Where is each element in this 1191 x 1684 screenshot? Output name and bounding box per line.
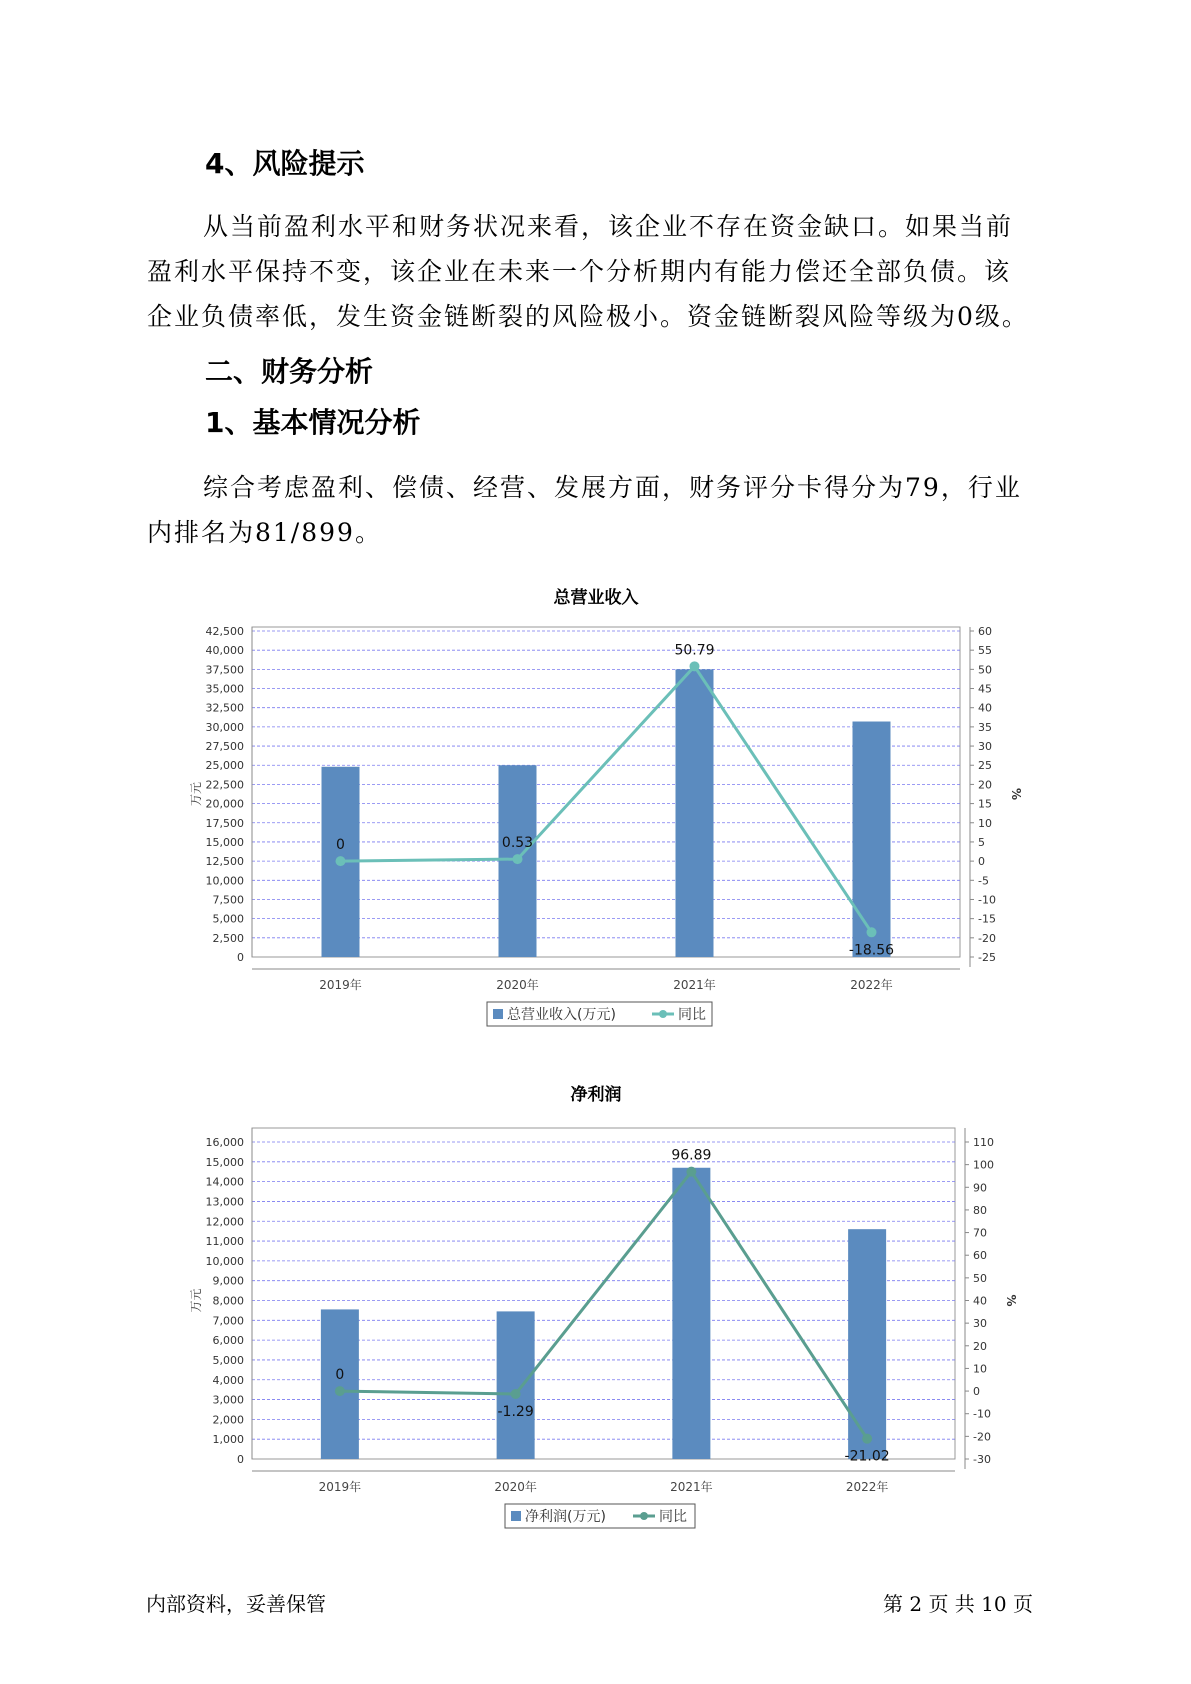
y2-tick-label: -10 <box>978 893 996 907</box>
y2-tick-label: 110 <box>973 1136 994 1149</box>
y-tick-label: 14,000 <box>205 1175 244 1189</box>
y-tick-label: 37,500 <box>205 663 244 677</box>
y2-tick-label: -10 <box>973 1407 991 1421</box>
data-label: 96.89 <box>671 1147 712 1164</box>
y2-tick-label: 50 <box>973 1271 987 1285</box>
x-tick-label: 2021年 <box>673 978 716 992</box>
y-tick-label: 30,000 <box>205 720 244 734</box>
bar <box>321 1309 359 1459</box>
revenue-chart <box>0 600 1191 1060</box>
x-tick-label: 2020年 <box>494 1480 537 1494</box>
x-tick-label: 2019年 <box>318 1480 362 1494</box>
y-tick-label: 13,000 <box>205 1195 244 1209</box>
basic-line-2: 内排名为81/899。 <box>147 518 382 547</box>
y2-axis-title: % <box>1009 787 1023 801</box>
basic-paragraph <box>147 465 1047 555</box>
basic-line-1: 综合考虑盈利、偿债、经营、发展方面，财务评分卡得分为79，行业 <box>203 473 1022 502</box>
bar <box>853 722 891 957</box>
y-tick-label: 12,000 <box>205 1215 244 1229</box>
footer-page-number: 第 2 页 共 10 页 <box>883 1592 1033 1616</box>
y2-tick-label: -20 <box>978 931 996 945</box>
y-tick-label: 0 <box>237 1453 244 1466</box>
bar <box>848 1229 886 1459</box>
y2-axis-title: % <box>1004 1294 1018 1307</box>
y-tick-label: 9,000 <box>212 1274 244 1288</box>
y-tick-label: 20,000 <box>205 797 244 811</box>
y2-tick-label: 5 <box>978 835 985 849</box>
x-tick-label: 2019年 <box>319 978 362 992</box>
y-tick-label: 25,000 <box>205 759 244 773</box>
bar <box>676 669 714 957</box>
data-label: 0 <box>336 837 345 854</box>
y-tick-label: 22,500 <box>205 778 244 792</box>
bar <box>672 1168 710 1459</box>
y-axis-title: 万元 <box>189 1288 203 1313</box>
y-tick-label: 2,500 <box>212 931 244 945</box>
y-tick-label: 12,500 <box>205 855 244 869</box>
y-tick-label: 2,000 <box>212 1413 244 1427</box>
data-label: -1.29 <box>497 1403 534 1420</box>
y2-tick-label: 50 <box>978 663 992 677</box>
legend-swatch-point <box>640 1512 648 1520</box>
x-tick-label: 2020年 <box>496 978 539 992</box>
data-label: -18.56 <box>848 942 895 959</box>
y2-tick-label: 55 <box>978 644 992 658</box>
data-label: -21.02 <box>844 1448 890 1465</box>
y2-tick-label: 45 <box>978 682 992 696</box>
y-tick-label: 1,000 <box>212 1433 244 1447</box>
y2-tick-label: 20 <box>978 778 992 792</box>
y-tick-label: 15,000 <box>205 1155 244 1169</box>
y2-tick-label: 30 <box>973 1317 987 1331</box>
yoy-point <box>513 854 523 864</box>
chart-title-revenue: 总营业收入 <box>553 588 639 608</box>
y2-tick-label: -20 <box>973 1430 991 1444</box>
y2-tick-label: 15 <box>978 797 992 811</box>
y-tick-label: 5,000 <box>212 912 244 926</box>
risk-paragraph <box>147 204 1047 339</box>
legend-swatch-bar <box>511 1511 521 1521</box>
y-tick-label: 7,000 <box>212 1314 244 1328</box>
footer-confidential: 内部资料，妥善保管 <box>146 1592 326 1616</box>
y-tick-label: 11,000 <box>205 1235 244 1249</box>
y2-tick-label: 20 <box>973 1339 987 1353</box>
y-tick-label: 15,000 <box>205 835 244 849</box>
y-axis-title: 万元 <box>189 781 203 807</box>
legend-label-bar: 总营业收入(万元) <box>507 1007 616 1023</box>
y2-tick-label: -15 <box>978 912 996 926</box>
section-heading-risk: 4、风险提示 <box>205 147 365 180</box>
legend-swatch-bar <box>493 1009 503 1019</box>
section-heading-basic: 1、基本情况分析 <box>205 406 421 439</box>
data-label: 50.79 <box>674 642 715 659</box>
y-tick-label: 6,000 <box>212 1334 244 1348</box>
legend-label-bar: 净利润(万元) <box>525 1509 606 1525</box>
yoy-point <box>511 1389 521 1399</box>
y-tick-label: 27,500 <box>205 740 244 754</box>
y2-tick-label: -30 <box>973 1453 991 1466</box>
y-tick-label: 17,500 <box>205 816 244 830</box>
y2-tick-label: 10 <box>978 816 992 830</box>
x-tick-label: 2022年 <box>850 978 893 992</box>
section-heading-financial: 二、财务分析 <box>205 355 374 388</box>
y2-tick-label: 40 <box>978 701 992 715</box>
x-tick-label: 2022年 <box>845 1480 889 1494</box>
y2-tick-label: 40 <box>973 1294 987 1308</box>
x-tick-label: 2021年 <box>670 1480 713 1494</box>
y2-tick-label: -5 <box>978 874 989 888</box>
legend-swatch-point <box>659 1010 667 1018</box>
data-label: 0.53 <box>501 835 534 852</box>
y-tick-label: 40,000 <box>205 644 244 658</box>
y-tick-label: 10,000 <box>205 874 244 888</box>
y2-tick-label: 25 <box>978 759 992 773</box>
y2-tick-label: 80 <box>973 1203 987 1217</box>
chart-title-net-profit: 净利润 <box>570 1085 622 1105</box>
y-tick-label: 42,500 <box>205 625 244 638</box>
risk-line-1: 从当前盈利水平和财务状况来看，该企业不存在资金缺口。如果当前 <box>203 212 1014 241</box>
y2-tick-label: 70 <box>973 1226 987 1240</box>
risk-line-3: 企业负债率低，发生资金链断裂的风险极小。资金链断裂风险等级为0级。 <box>147 302 1029 331</box>
y-tick-label: 10,000 <box>205 1254 244 1268</box>
yoy-point <box>862 1434 872 1444</box>
y2-tick-label: 0 <box>978 855 985 869</box>
y2-tick-label: 30 <box>978 740 992 754</box>
data-label: 0 <box>335 1367 345 1384</box>
legend-label-line: 同比 <box>678 1007 706 1023</box>
yoy-point <box>335 1386 345 1396</box>
net-profit-chart <box>0 1100 1191 1540</box>
y2-tick-label: -25 <box>978 951 996 964</box>
yoy-point <box>686 1167 696 1177</box>
y2-tick-label: 10 <box>973 1362 987 1376</box>
legend-label-line: 同比 <box>659 1509 687 1525</box>
yoy-point <box>867 927 877 937</box>
y2-tick-label: 0 <box>973 1385 980 1399</box>
y2-tick-label: 35 <box>978 720 992 734</box>
y-tick-label: 35,000 <box>205 682 244 696</box>
risk-line-2: 盈利水平保持不变，该企业在未来一个分析期内有能力偿还全部负债。该 <box>147 257 1012 286</box>
y-tick-label: 4,000 <box>212 1373 244 1387</box>
y-tick-label: 8,000 <box>212 1294 244 1308</box>
y-tick-label: 5,000 <box>212 1353 244 1367</box>
yoy-point <box>690 661 700 671</box>
y-tick-label: 32,500 <box>205 701 244 715</box>
y2-tick-label: 60 <box>978 625 992 638</box>
y-tick-label: 16,000 <box>205 1136 244 1149</box>
y2-tick-label: 100 <box>973 1158 994 1172</box>
y2-tick-label: 90 <box>973 1181 987 1195</box>
y-tick-label: 7,500 <box>212 893 244 907</box>
yoy-point <box>336 856 346 866</box>
bar <box>497 1311 535 1459</box>
y-tick-label: 3,000 <box>212 1393 244 1407</box>
y2-tick-label: 60 <box>973 1249 987 1263</box>
y-tick-label: 0 <box>237 951 244 964</box>
